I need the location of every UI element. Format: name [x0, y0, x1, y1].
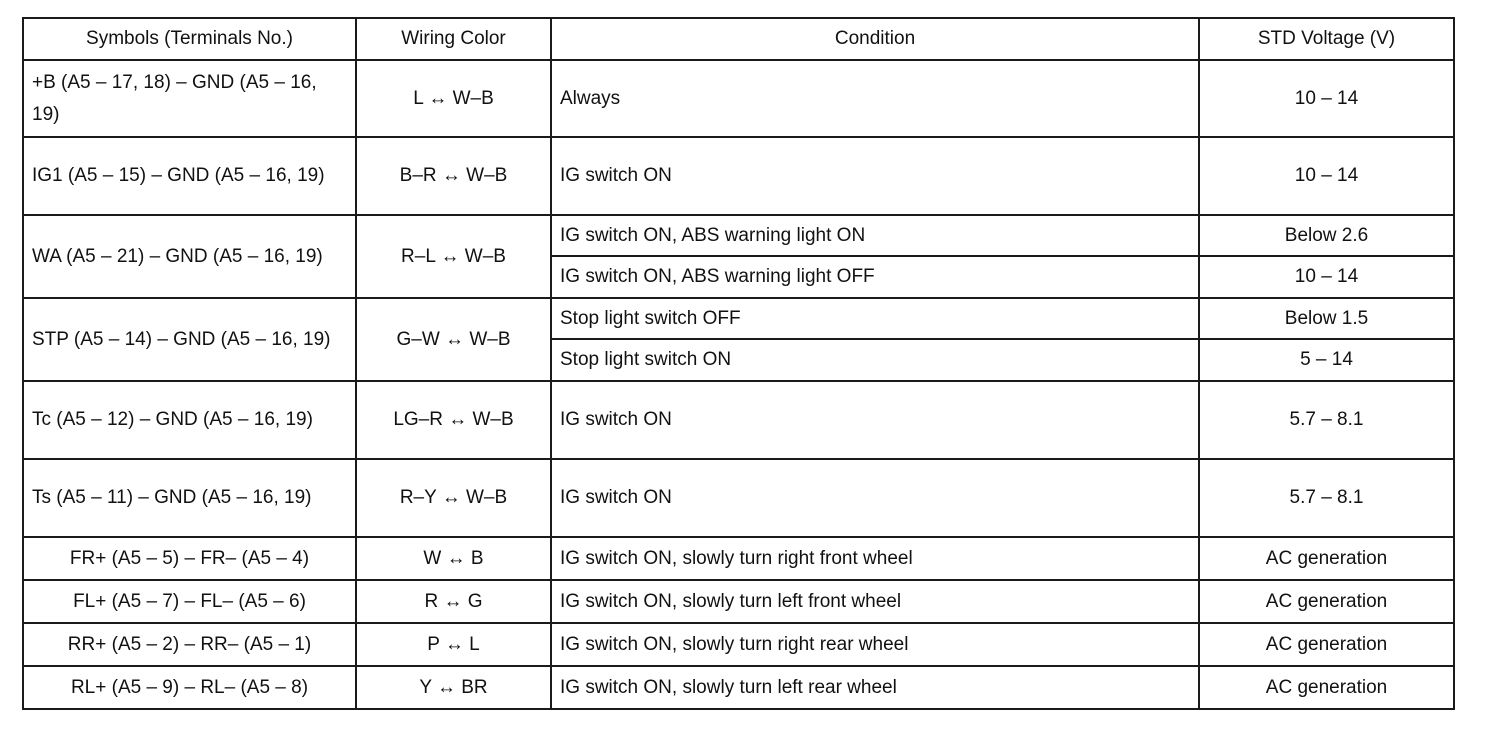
std-voltage-cell: AC generation — [1199, 623, 1454, 666]
symbol-cell: RL+ (A5 – 9) – RL– (A5 – 8) — [23, 666, 356, 709]
symbol-cell: RR+ (A5 – 2) – RR– (A5 – 1) — [23, 623, 356, 666]
std-voltage-cell: 10 – 14 — [1199, 256, 1454, 298]
condition-cell: IG switch ON, ABS warning light OFF — [551, 256, 1199, 298]
std-voltage-cell: 5.7 – 8.1 — [1199, 381, 1454, 459]
condition-cell: IG switch ON, slowly turn left rear wheel — [551, 666, 1199, 709]
std-voltage-cell: 10 – 14 — [1199, 137, 1454, 215]
table-row — [23, 623, 1454, 666]
wiring-color-cell: R ↔ G — [356, 580, 551, 623]
wiring-color-cell: W ↔ B — [356, 537, 551, 580]
header-std-voltage: STD Voltage (V) — [1199, 18, 1454, 60]
condition-cell: Always — [551, 60, 1199, 137]
table-row — [23, 459, 1454, 537]
condition-cell: IG switch ON — [551, 381, 1199, 459]
table-row — [23, 215, 1454, 256]
table-row — [23, 580, 1454, 623]
condition-cell: IG switch ON — [551, 459, 1199, 537]
condition-cell: Stop light switch ON — [551, 339, 1199, 381]
std-voltage-cell: AC generation — [1199, 580, 1454, 623]
terminal-voltage-table — [22, 17, 1455, 710]
wiring-color-cell: R–L ↔ W–B — [356, 215, 551, 298]
symbol-cell: Ts (A5 – 11) – GND (A5 – 16, 19) — [23, 459, 356, 537]
table-row — [23, 381, 1454, 459]
std-voltage-cell: 5 – 14 — [1199, 339, 1454, 381]
std-voltage-cell: 10 – 14 — [1199, 60, 1454, 137]
condition-cell: IG switch ON — [551, 137, 1199, 215]
symbol-cell: IG1 (A5 – 15) – GND (A5 – 16, 19) — [23, 137, 356, 215]
table-row — [23, 537, 1454, 580]
std-voltage-cell: Below 1.5 — [1199, 298, 1454, 339]
wiring-color-cell: LG–R ↔ W–B — [356, 381, 551, 459]
wiring-color-cell: L ↔ W–B — [356, 60, 551, 137]
symbol-cell: WA (A5 – 21) – GND (A5 – 16, 19) — [23, 215, 356, 298]
std-voltage-cell: AC generation — [1199, 666, 1454, 709]
condition-cell: IG switch ON, slowly turn left front wheel — [551, 580, 1199, 623]
table-body — [23, 60, 1454, 709]
table-row — [23, 298, 1454, 339]
std-voltage-cell: Below 2.6 — [1199, 215, 1454, 256]
table-row — [23, 60, 1454, 137]
condition-cell: IG switch ON, slowly turn right front wheel — [551, 537, 1199, 580]
condition-cell: IG switch ON, slowly turn right rear wheel — [551, 623, 1199, 666]
symbol-cell: STP (A5 – 14) – GND (A5 – 16, 19) — [23, 298, 356, 381]
table-row — [23, 137, 1454, 215]
wiring-color-cell: P ↔ L — [356, 623, 551, 666]
header-wiring-color: Wiring Color — [356, 18, 551, 60]
condition-cell: Stop light switch OFF — [551, 298, 1199, 339]
symbol-cell: +B (A5 – 17, 18) – GND (A5 – 16, 19) — [23, 60, 356, 137]
table-row — [23, 666, 1454, 709]
wiring-color-cell: G–W ↔ W–B — [356, 298, 551, 381]
header-symbols: Symbols (Terminals No.) — [23, 18, 356, 60]
condition-cell: IG switch ON, ABS warning light ON — [551, 215, 1199, 256]
symbol-cell: Tc (A5 – 12) – GND (A5 – 16, 19) — [23, 381, 356, 459]
symbol-cell: FR+ (A5 – 5) – FR– (A5 – 4) — [23, 537, 356, 580]
std-voltage-cell: 5.7 – 8.1 — [1199, 459, 1454, 537]
table-header-row — [23, 18, 1454, 60]
wiring-color-cell: Y ↔ BR — [356, 666, 551, 709]
wiring-color-cell: B–R ↔ W–B — [356, 137, 551, 215]
wiring-color-cell: R–Y ↔ W–B — [356, 459, 551, 537]
header-condition: Condition — [551, 18, 1199, 60]
symbol-cell: FL+ (A5 – 7) – FL– (A5 – 6) — [23, 580, 356, 623]
std-voltage-cell: AC generation — [1199, 537, 1454, 580]
